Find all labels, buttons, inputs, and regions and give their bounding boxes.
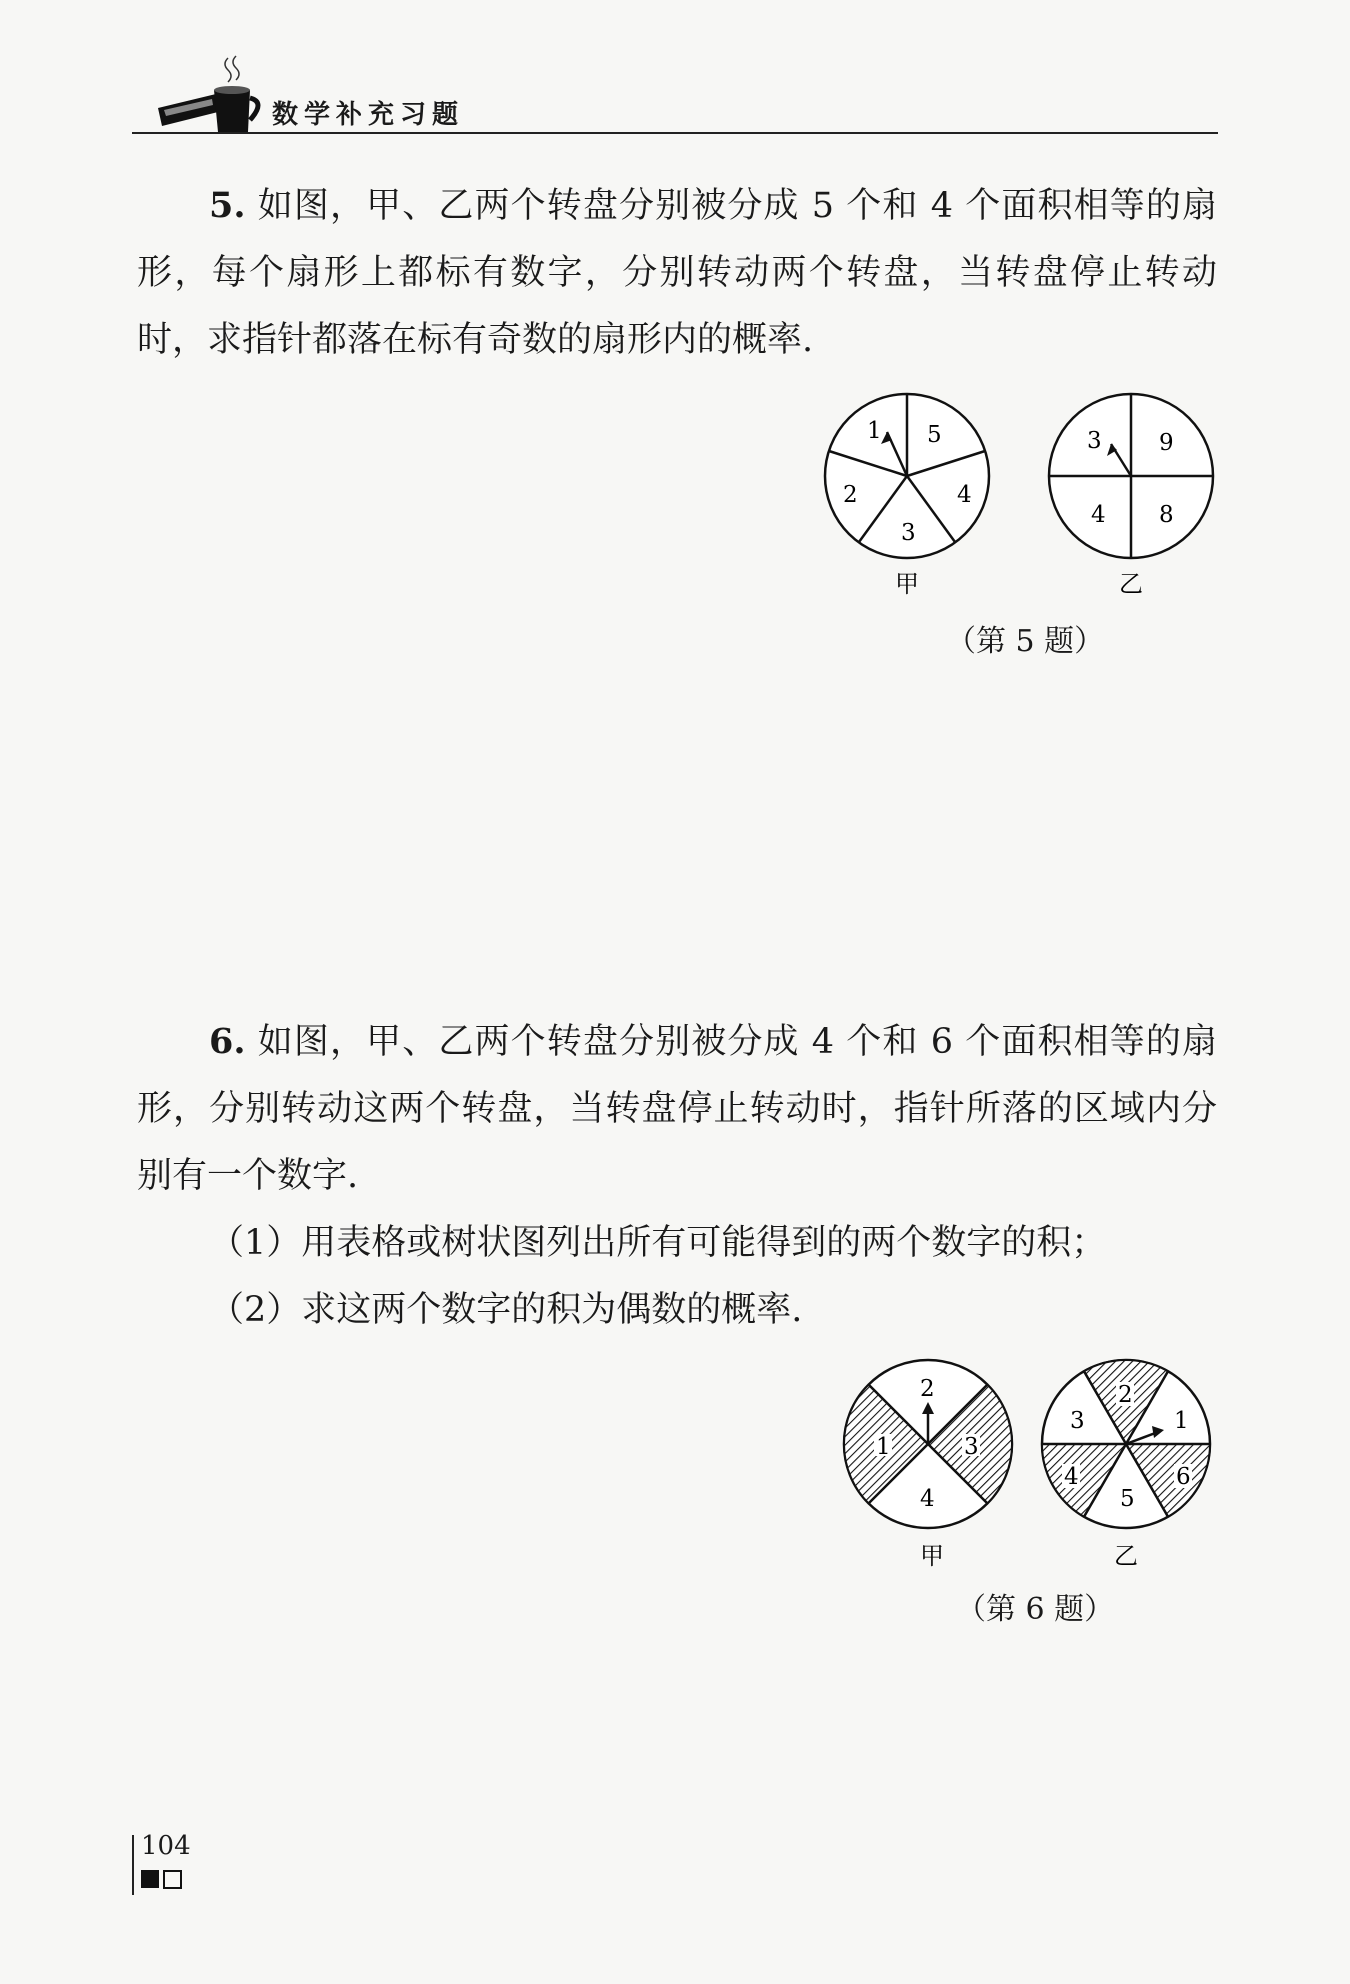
problem-6-number: 6. (209, 1021, 246, 1062)
problem-5-text (137, 172, 1217, 374)
sector-label: 1 (876, 1434, 891, 1460)
sector-label: 5 (927, 422, 942, 448)
problem-5 (137, 172, 1217, 374)
page-number: 104 (141, 1831, 191, 1861)
sector-label: 3 (964, 1434, 979, 1460)
figure-5 (815, 390, 1235, 610)
figure-5-caption: （第 5 题） (946, 624, 1105, 659)
footer-divider (132, 1835, 134, 1895)
sector-label: 8 (1159, 502, 1174, 528)
spinner-yi-5 (1049, 394, 1213, 598)
problem-6-body: 如图，甲、乙两个转盘分别被分成 4 个和 6 个面积相等的扇形，分别转动这两个转盘，当转盘停止转动时，指针所落的区域内分别有一个数字. (137, 1022, 1217, 1196)
figure-6-caption: （第 6 题） (956, 1592, 1115, 1627)
sector-label: 4 (1091, 502, 1106, 528)
figure-6 (840, 1356, 1220, 1576)
problem-5-body: 如图，甲、乙两个转盘分别被分成 5 个和 4 个面积相等的扇形，每个扇形上都标有数字，分别转动两个转盘，当转盘停止转动时，求指针都落在标有奇数的扇形内的概率. (137, 186, 1217, 360)
spinner-jia-label: 甲 (895, 570, 919, 598)
sector-label: 2 (843, 482, 858, 508)
spinner-jia-label: 甲 (920, 1542, 944, 1570)
sector-label: 3 (901, 520, 916, 546)
problem-6-text (137, 1008, 1217, 1210)
sector-label: 1 (867, 418, 882, 444)
sector-label: 2 (920, 1376, 935, 1402)
sector-label: 1 (1174, 1408, 1189, 1434)
problem-6-part-2: （2）求这两个数字的积为偶数的概率. (209, 1290, 803, 1330)
header-divider (132, 132, 1218, 134)
coffee-cup-book-icon (156, 50, 276, 140)
sector-label: 6 (1176, 1464, 1191, 1490)
spinner-yi-label: 乙 (1119, 570, 1143, 598)
spinner-yi-6 (1042, 1360, 1210, 1570)
sector-label: 4 (920, 1486, 935, 1512)
sector-label: 9 (1159, 430, 1174, 456)
problem-6 (137, 1008, 1217, 1344)
figure-5-spinners (815, 390, 1235, 610)
sector-label: 4 (1064, 1464, 1079, 1490)
spinner-jia-6 (844, 1360, 1012, 1570)
spinner-jia-5 (825, 394, 989, 598)
sector-label: 2 (1118, 1382, 1133, 1408)
sector-label: 5 (1120, 1486, 1135, 1512)
page-header (132, 40, 1218, 140)
sector-label: 4 (957, 482, 972, 508)
problem-5-number: 5. (209, 185, 246, 226)
spinner-yi-label: 乙 (1114, 1542, 1138, 1570)
figure-6-spinners (840, 1356, 1220, 1576)
sector-label: 3 (1087, 428, 1102, 454)
problem-6-part-1: （1）用表格或树状图列出所有可能得到的两个数字的积； (209, 1223, 1107, 1263)
sector-label: 3 (1070, 1408, 1085, 1434)
page-marker-squares-icon (140, 1868, 190, 1892)
header-title: 数学补充习题 (272, 100, 465, 130)
